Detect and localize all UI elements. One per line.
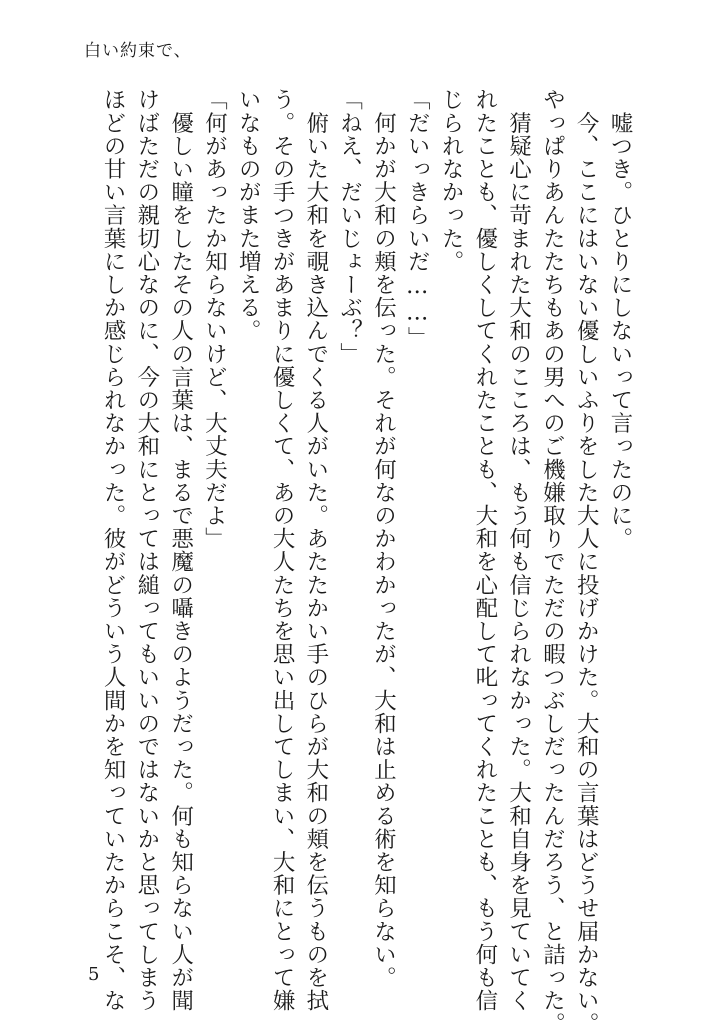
dialogue-line: 「何があったか知らないけど、大丈夫だよ」 bbox=[201, 88, 228, 550]
novel-body-text bbox=[95, 88, 636, 1035]
running-header: 白い約束で、 bbox=[84, 41, 192, 61]
text-line: いなものがまた増える。 bbox=[235, 88, 262, 343]
text-line: 優しい瞳をしたその人の言葉は、まるで悪魔の囁きのようだった。何も知らない人が聞 bbox=[167, 88, 194, 1012]
text-line: 今、ここにはいない優しいふりをした大人に投げかけた。大和の言葉はどうせ届かない。 bbox=[573, 88, 600, 1035]
text-line: やっぱりあんたたちもあの男へのご機嫌取りでただの暇つぶしだったんだろう、と詰った。 bbox=[539, 88, 566, 1035]
text-line: れたことも、優しくしてくれたことも、大和を心配して叱ってくれたことも、もう何も信 bbox=[471, 88, 498, 1012]
dialogue-line: 「だいっきらいだ……」 bbox=[404, 88, 431, 350]
text-line: 俯いた大和を覗き込んでくる人がいた。あたたかい手のひらが大和の頬を伝うものを拭 bbox=[302, 88, 329, 1012]
text-line: 猜疑心に苛まれた大和のこころは、もう何も信じられなかった。大和自身を見ていてく bbox=[505, 88, 532, 1012]
text-line: けばただの親切心なのに、今の大和にとっては縋ってもいいのではないかと思ってしまう bbox=[133, 88, 160, 1012]
dialogue-line: 「ねえ、だいじょーぶ？」 bbox=[336, 88, 363, 366]
text-line: う。その手つきがあまりに優しくて、あの大人たちを思い出してしまい、大和にとって嫌 bbox=[269, 88, 296, 1012]
text-line: じられなかった。 bbox=[438, 88, 465, 273]
text-line: ほどの甘い言葉にしか感じられなかった。彼がどういう人間かを知っていたからこそ、な bbox=[100, 88, 127, 1012]
text-line: 嘘つき。ひとりにしないって言ったのに。 bbox=[607, 88, 633, 550]
page-number: 5 bbox=[88, 964, 100, 985]
text-line: 何かが大和の頬を伝った。それが何なのかわかったが、大和は止める術を知らない。 bbox=[370, 88, 397, 989]
